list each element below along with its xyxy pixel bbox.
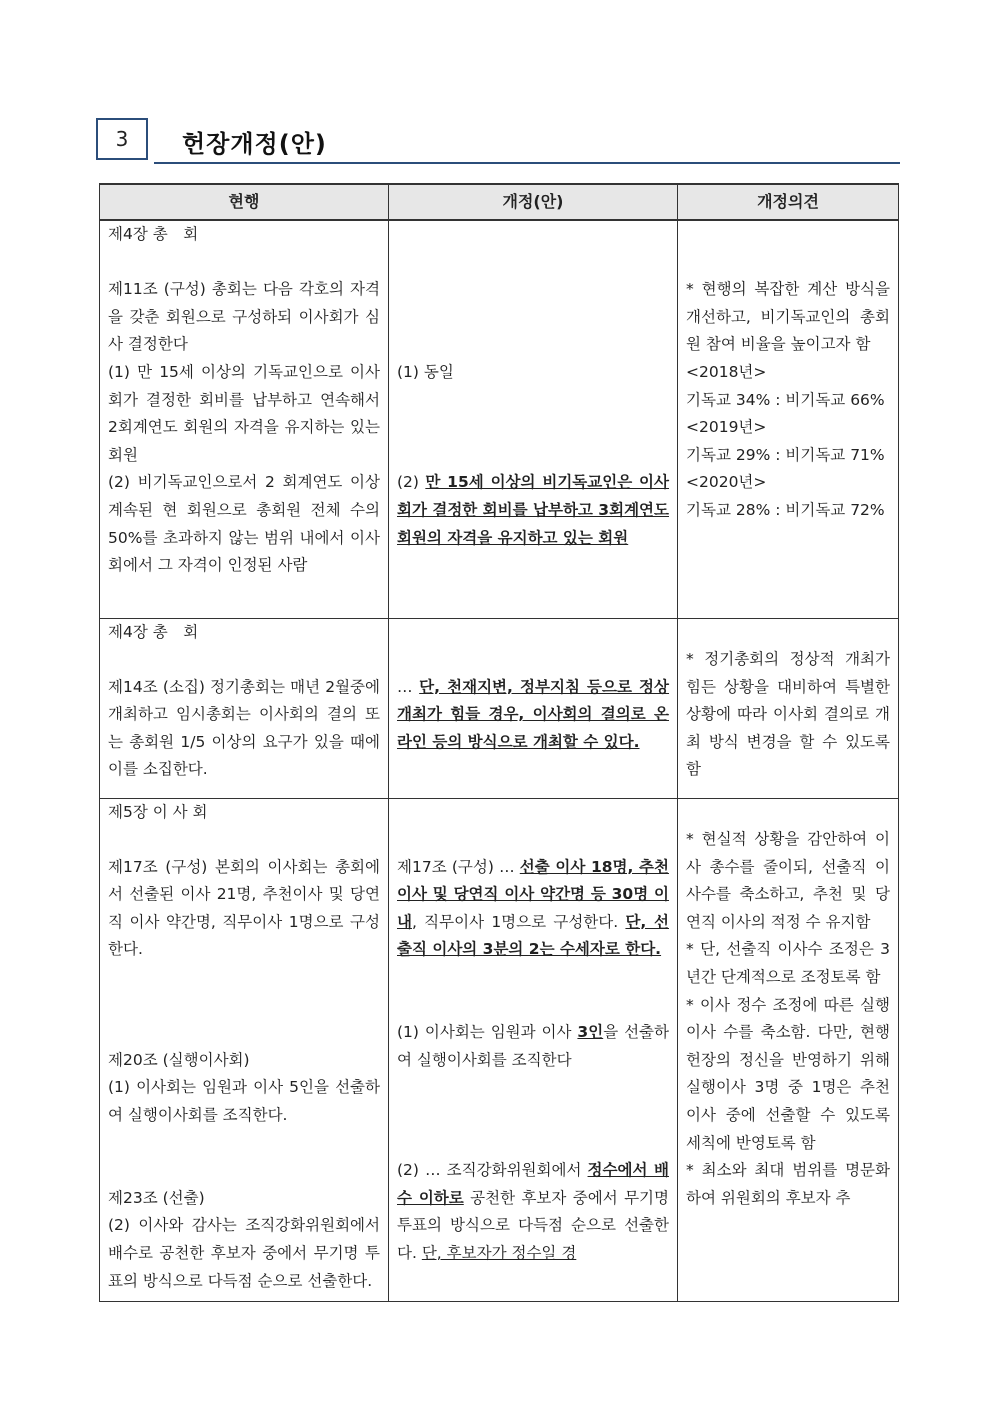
section-title: 헌장개정(안): [182, 130, 327, 158]
row3-proposed-art23: (2) … 조직강화위원회에서 정수에서 배수 이하로 공천한 후보자 중에서 무기명 투표의 방식으로 다득점 순으로 선출한다. 단, 후보자가 정수일 경: [397, 1161, 670, 1262]
row3-proposed-art17: 제17조 (구성) … 선출 이사 18명, 추천이사 및 당연직 이사 약간명 등 30명 이내, 직무이사 1명으로 구성한다. 단, 선출직 이사의 3분의 2는 수세자로 한다.: [397, 857, 669, 959]
row1-proposed: [389, 220, 678, 618]
row2-current: [100, 618, 389, 798]
table-row: [100, 798, 899, 1301]
row1-year-2019: <2019년>: [686, 418, 767, 437]
table-header-row: [100, 184, 899, 220]
row1-proposed-item2: (2) 만 15세 이상의 비기독교인은 이사회가 결정한 회비를 납부하고 3회계연도 회원의 자격을 유지하고 있는 회원: [397, 473, 669, 547]
table-row: [100, 220, 899, 618]
row1-item2: (2) 비기독교인으로서 2 회계연도 이상 계속된 현 회원으로 총회원 전체 수의 50%를 초과하지 않는 범위 내에서 이사회에서 그 자격이 인정된 사람: [108, 473, 380, 575]
row1-ratio-2020: 기독교 28% : 비기독교 72%: [686, 500, 885, 519]
header-proposed: 개정(안): [389, 184, 678, 220]
header-current: 현행: [100, 184, 389, 220]
row3-art17: 제17조 (구성) 본회의 이사회는 총회에서 선출된 이사 21명, 추천이사 및 당연직 이사 약간명, 직무이사 1명으로 구성한다.: [108, 857, 380, 959]
row1-year-2020: <2020년>: [686, 473, 767, 492]
row1-proposed-item1: (1) 동일: [397, 362, 454, 381]
section-header: [96, 118, 900, 166]
row1-opinion-note: * 현행의 복잡한 계산 방식을 개선하고, 비기독교인의 총회원 참여 비율을 높이고자 함: [686, 280, 890, 354]
row3-opinion-note2: * 단, 선출직 이사수 조정은 3년간 단계적으로 조정토록 함: [686, 940, 890, 987]
row3-art20-title: 제20조 (실행이사회): [108, 1050, 250, 1069]
section-number: 3: [96, 118, 148, 160]
row1-chapter: 제4장 총 회: [108, 225, 199, 243]
charter-amendment-table: [99, 183, 899, 1302]
row1-article: 제11조 (구성) 총회는 다음 각호의 자격을 갖춘 회원으로 구성하되 이사회가 심사 결정한다: [108, 280, 380, 354]
row3-chapter: 제5장 이 사 회: [108, 802, 208, 821]
row1-year-2018: <2018년>: [686, 362, 767, 381]
row3-opinion-note3: * 이사 정수 조정에 따른 실행이사 수를 축소함. 다만, 현행 헌장의 정신을 반영하기 위해 실행이사 3명 중 1명은 추천이사 중에 선출할 수 있도록 세칙에 반영토록 함: [686, 995, 890, 1152]
row3-opinion-note4: * 최소와 최대 범위를 명문화하여 위원회의 후보자 추: [686, 1161, 890, 1207]
row1-current: [100, 220, 389, 618]
row3-art23-title: 제23조 (선출): [108, 1188, 205, 1207]
section-underline: [154, 162, 900, 164]
row1-ratio-2018: 기독교 34% : 비기독교 66%: [686, 390, 885, 409]
row1-opinion: [678, 220, 899, 618]
row1-ratio-2019: 기독교 29% : 비기독교 71%: [686, 445, 885, 464]
row2-chapter: 제4장 총 회: [108, 622, 199, 641]
row3-opinion: [678, 798, 899, 1301]
row3-opinion-note1: * 현실적 상황을 감안하여 이사 총수를 줄이되, 선출직 이사수를 축소하고, 추천 및 당연직 이사의 적정 수 유지함: [686, 830, 890, 931]
row3-current: [100, 798, 389, 1301]
row3-proposed-art20: (1) 이사회는 임원과 이사 3인을 선출하여 실행이사회를 조직한다: [397, 1023, 670, 1069]
row3-art20-item: (1) 이사회는 임원과 이사 5인을 선출하여 실행이사회를 조직한다.: [108, 1078, 380, 1125]
row3-proposed: [389, 798, 678, 1301]
header-opinion: 개정의견: [678, 184, 899, 220]
row2-article: 제14조 (소집) 정기총회는 매년 2월중에 개최하고 임시총회는 이사회의 결의 또는 총회원 1/5 이상의 요구가 있을 때에 이를 소집한다.: [108, 677, 380, 779]
row2-proposed: [389, 618, 678, 798]
row1-item1: (1) 만 15세 이상의 기독교인으로 이사회가 결정한 회비를 납부하고 연속해서 2회계연도 회원의 자격을 유지하는 있는 회원: [108, 362, 380, 464]
table-row: [100, 618, 899, 798]
row2-proposed-text: … 단, 천재지변, 정부지침 등으로 정상개최가 힘들 경우, 이사회의 결의로 온라인 등의 방식으로 개최할 수 있다.: [397, 677, 670, 751]
row2-opinion-note: * 정기총회의 정상적 개최가 힘든 상황을 대비하여 특별한 상황에 따라 이사회 결의로 개최 방식 변경을 할 수 있도록 함: [686, 650, 890, 779]
row2-opinion: [678, 618, 899, 798]
row3-art23-item: (2) 이사와 감사는 조직강화위원회에서 배수로 공천한 후보자 중에서 무기명 투표의 방식으로 다득점 순으로 선출한다.: [108, 1216, 380, 1290]
